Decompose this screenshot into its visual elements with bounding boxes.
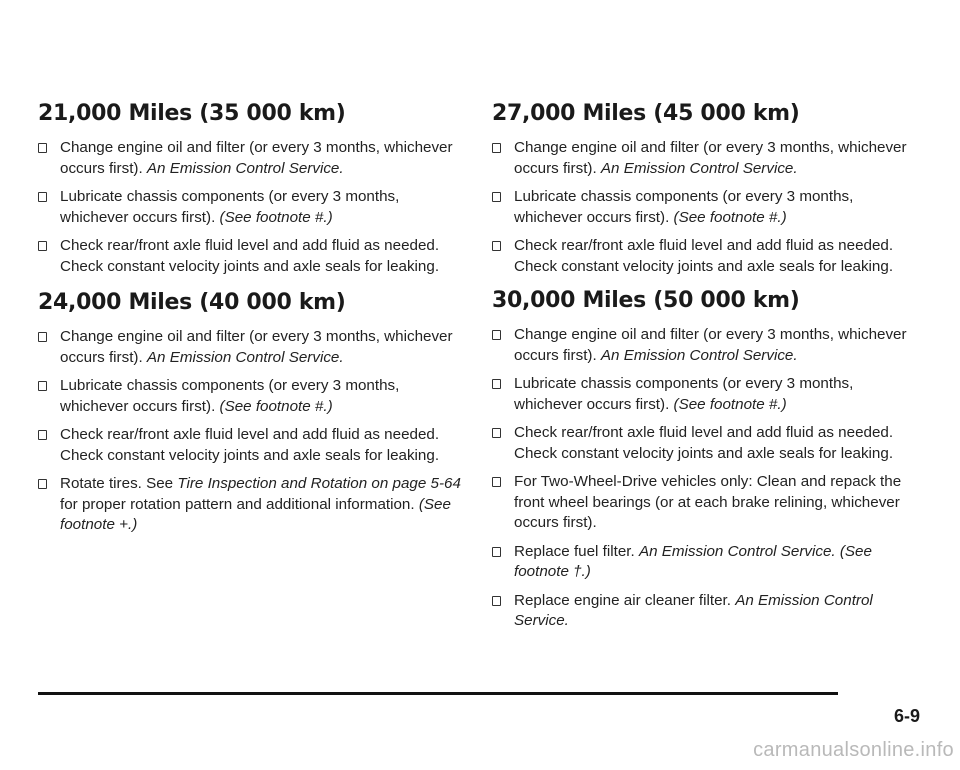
- item-text: Lubricate chassis components (or every 3 months, whichever occurs first).: [60, 188, 400, 226]
- item-text: Change engine oil and filter (or every 3 months, whichever occurs first).: [514, 139, 907, 177]
- checklist-30000: [492, 325, 922, 632]
- checkbox-icon: [38, 192, 47, 202]
- checkbox-icon: [492, 192, 501, 202]
- list-item: [492, 542, 922, 583]
- list-item: [38, 138, 468, 179]
- item-text: Rotate tires. See: [60, 475, 178, 492]
- checklist-21000: [38, 138, 468, 277]
- list-item: [492, 236, 922, 277]
- left-column: [38, 100, 468, 544]
- section-title-30000: 30,000 Miles (50 000 km): [492, 288, 800, 313]
- checkbox-icon: [492, 547, 501, 557]
- checkbox-icon: [492, 241, 501, 251]
- list-item: [38, 425, 468, 466]
- checkbox-icon: [492, 143, 501, 153]
- item-text: Change engine oil and filter (or every 3 months, whichever occurs first).: [60, 139, 453, 177]
- item-text: Lubricate chassis components (or every 3 months, whichever occurs first).: [60, 377, 400, 415]
- item-note: An Emission Control Service.: [600, 346, 798, 364]
- list-item: [492, 591, 922, 632]
- checkbox-icon: [38, 241, 47, 251]
- item-note: An Emission Control Service. (See footnote †.): [514, 542, 872, 580]
- checklist-24000: [38, 327, 468, 536]
- checkbox-icon: [38, 381, 47, 391]
- item-text: Change engine oil and filter (or every 3 months, whichever occurs first).: [514, 326, 907, 364]
- list-item: [492, 187, 922, 228]
- list-item-rotate-tires: [38, 474, 468, 536]
- item-note: An Emission Control Service.: [146, 348, 344, 366]
- item-text: for proper rotation pattern and additional information.: [60, 495, 419, 513]
- page-number: 6-9: [893, 706, 920, 726]
- checkbox-icon: [38, 143, 47, 153]
- item-text: Check rear/front axle fluid level and add fluid as needed. Check constant velocity joints and axle seals for leaking.: [514, 237, 894, 275]
- item-note: (See footnote #.): [673, 208, 787, 226]
- item-note: (See footnote #.): [673, 395, 787, 413]
- item-text: Lubricate chassis components (or every 3 months, whichever occurs first).: [514, 188, 854, 226]
- checkbox-icon: [38, 479, 47, 489]
- item-text: Replace fuel filter.: [514, 542, 639, 560]
- item-note: (See footnote +.): [60, 495, 451, 533]
- item-note: (See footnote #.): [219, 397, 333, 415]
- section-title-27000: 27,000 Miles (45 000 km): [492, 101, 800, 126]
- list-item: [38, 327, 468, 368]
- item-note: An Emission Control Service.: [514, 591, 873, 629]
- item-note: (See footnote #.): [219, 208, 333, 226]
- checkbox-icon: [492, 596, 501, 606]
- item-text: Check rear/front axle fluid level and add fluid as needed. Check constant velocity joints and axle seals for leaking.: [514, 424, 894, 462]
- checkbox-icon: [38, 430, 47, 440]
- list-item: [492, 325, 922, 366]
- item-note: An Emission Control Service.: [600, 159, 798, 177]
- checkbox-icon: [492, 379, 501, 389]
- item-text: For Two-Wheel-Drive vehicles only: Clean and repack the front wheel bearings (or at each brake relining, whichever occurs first).: [514, 473, 902, 531]
- checkbox-icon: [38, 332, 47, 342]
- checklist-27000: [492, 138, 922, 277]
- checkbox-icon: [492, 477, 501, 487]
- list-item: [38, 236, 468, 277]
- item-note: An Emission Control Service.: [146, 159, 344, 177]
- footer-divider: [38, 692, 838, 695]
- list-item: [38, 376, 468, 417]
- right-column: [492, 100, 922, 640]
- item-text: Lubricate chassis components (or every 3 months, whichever occurs first).: [514, 375, 854, 413]
- list-item: [492, 472, 922, 534]
- list-item: [492, 138, 922, 179]
- section-title-24000: 24,000 Miles (40 000 km): [38, 290, 346, 315]
- list-item: [492, 374, 922, 415]
- item-text: Change engine oil and filter (or every 3 months, whichever occurs first).: [60, 328, 453, 366]
- list-item: [38, 187, 468, 228]
- checkbox-icon: [492, 428, 501, 438]
- tire-inspection-link[interactable]: Tire Inspection and Rotation on page 5-64: [177, 475, 461, 492]
- watermark: carmanualsonline.info: [753, 739, 954, 761]
- list-item: [492, 423, 922, 464]
- item-text: Check rear/front axle fluid level and add fluid as needed. Check constant velocity joints and axle seals for leaking.: [60, 237, 440, 275]
- item-text: Check rear/front axle fluid level and add fluid as needed. Check constant velocity joints and axle seals for leaking.: [60, 426, 440, 464]
- item-text: Replace engine air cleaner filter.: [514, 591, 736, 609]
- section-title-21000: 21,000 Miles (35 000 km): [38, 101, 346, 126]
- checkbox-icon: [492, 330, 501, 340]
